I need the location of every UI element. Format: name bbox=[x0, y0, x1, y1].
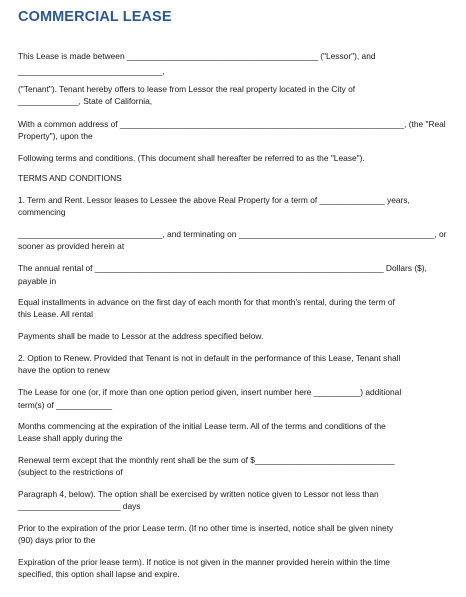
body-line: _______________________________, and terminating on __________________________________________, or bbox=[18, 229, 447, 239]
body-line: Prior to the expiration of the prior Lease term. (If no other time is inserted, notice shall be given ninety bbox=[18, 523, 394, 533]
body-line: With a common address of _____________________________________________________________, (the "Real bbox=[18, 119, 446, 129]
body-line: Months commencing at the expiration of the initial Lease term. All of the terms and conditions of the bbox=[18, 421, 386, 431]
body-line: _____________, State of California, bbox=[18, 96, 153, 106]
section-heading: TERMS AND CONDITIONS bbox=[18, 173, 122, 183]
body-line: 2. Option to Renew. Provided that Tenant is not in default in the performance of this Lease, Tenant shall bbox=[18, 353, 401, 363]
body-line: Payments shall be made to Lessor at the address specified below. bbox=[18, 331, 264, 341]
body-line: commencing bbox=[18, 207, 66, 217]
body-line: Expiration of the prior lease term). If notice is not given in the manner provided herein within the time bbox=[18, 557, 390, 567]
body-line: specified, this option shall lapse and expire. bbox=[18, 569, 180, 579]
body-line: payable in bbox=[18, 276, 57, 286]
document-title: COMMERCIAL LEASE bbox=[18, 9, 172, 25]
body-line: ("Tenant"). Tenant hereby offers to lease from Lessor the real property located in the City of bbox=[18, 84, 356, 94]
body-line: Equal installments in advance on the first day of each month for that month's rental, during the term of bbox=[18, 297, 395, 307]
body-line: This Lease is made between _________________________________________ ("Lessor"), and bbox=[18, 51, 376, 61]
body-line: Renewal term except that the monthly rent shall be the sum of $______________________________ bbox=[18, 455, 395, 465]
body-line: (subject to the restrictions of bbox=[18, 467, 123, 477]
body-line: 1. Term and Rent. Lessor leases to Lessee the above Real Property for a term of ______________ years, bbox=[18, 195, 410, 205]
body-line: Property"), upon the bbox=[18, 131, 93, 141]
body-line: term(s) of ____________ bbox=[18, 400, 113, 410]
body-line: Following terms and conditions. (This document shall hereafter be referred to as the "Lease"). bbox=[18, 153, 365, 163]
body-line: Paragraph 4, below). The option shall be exercised by written notice given to Lessor not less than bbox=[18, 489, 379, 499]
body-line: ______________________ days bbox=[18, 501, 141, 511]
body-line: this Lease. All rental bbox=[18, 309, 93, 319]
body-line: Lease shall apply during the bbox=[18, 433, 123, 443]
body-line: The annual rental of ______________________________________________________________ Dollars ($), bbox=[18, 263, 427, 273]
body-line: The Lease for one (or, if more than one option period given, insert number here __________) additional bbox=[18, 387, 402, 397]
body-line: sooner as provided herein at bbox=[18, 241, 125, 251]
body-line: _______________________________, bbox=[18, 66, 165, 76]
body-line: (90) days prior to the bbox=[18, 535, 96, 545]
body-line: have the option to renew bbox=[18, 365, 110, 375]
